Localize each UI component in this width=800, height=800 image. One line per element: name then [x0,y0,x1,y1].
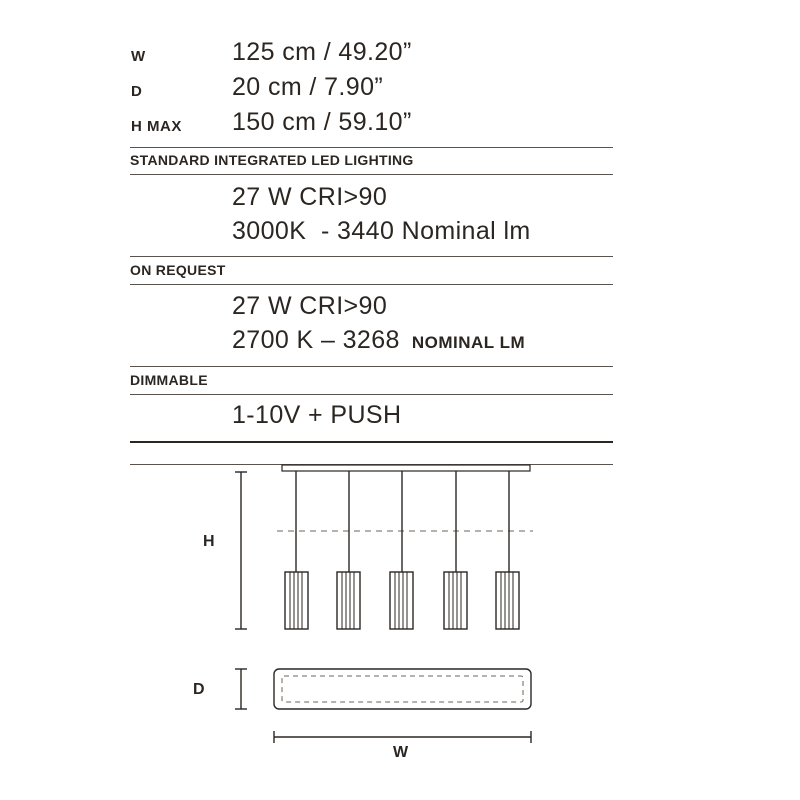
dim-label-w: W [131,48,146,65]
standard-power: 27 W CRI>90 [232,183,388,211]
canopy [282,465,530,471]
plan-view-outline [274,669,531,709]
on-request-power: 27 W CRI>90 [232,292,388,320]
dim-label-d: D [131,83,143,100]
on-request-lumen-value: 2700 K – 3268 [232,326,400,354]
depth-label: D [193,681,206,698]
pendant-2 [337,471,360,629]
standard-lumen: 3000K - 3440 Nominal lm [232,217,531,245]
pendant-1 [285,471,308,629]
dim-label-hmax: H MAX [131,118,182,135]
dim-value-w: 125 cm / 49.20” [232,38,412,66]
width-label: W [393,744,409,761]
dimmable-heading: DIMMABLE [130,372,208,388]
dim-value-d: 20 cm / 7.90” [232,73,384,101]
standard-heading: STANDARD INTEGRATED LED LIGHTING [130,152,414,168]
on-request-heading: ON REQUEST [130,262,226,278]
pendant-5 [496,471,519,629]
pendant-4 [444,471,467,629]
pendant-3 [390,471,413,629]
dim-value-hmax: 150 cm / 59.10” [232,108,412,136]
height-label: H [203,533,216,550]
dimmable-value: 1-10V + PUSH [232,401,402,429]
on-request-lumen-unit: NOMINAL LM [411,333,526,352]
plan-view-inner-dashed [282,676,523,702]
